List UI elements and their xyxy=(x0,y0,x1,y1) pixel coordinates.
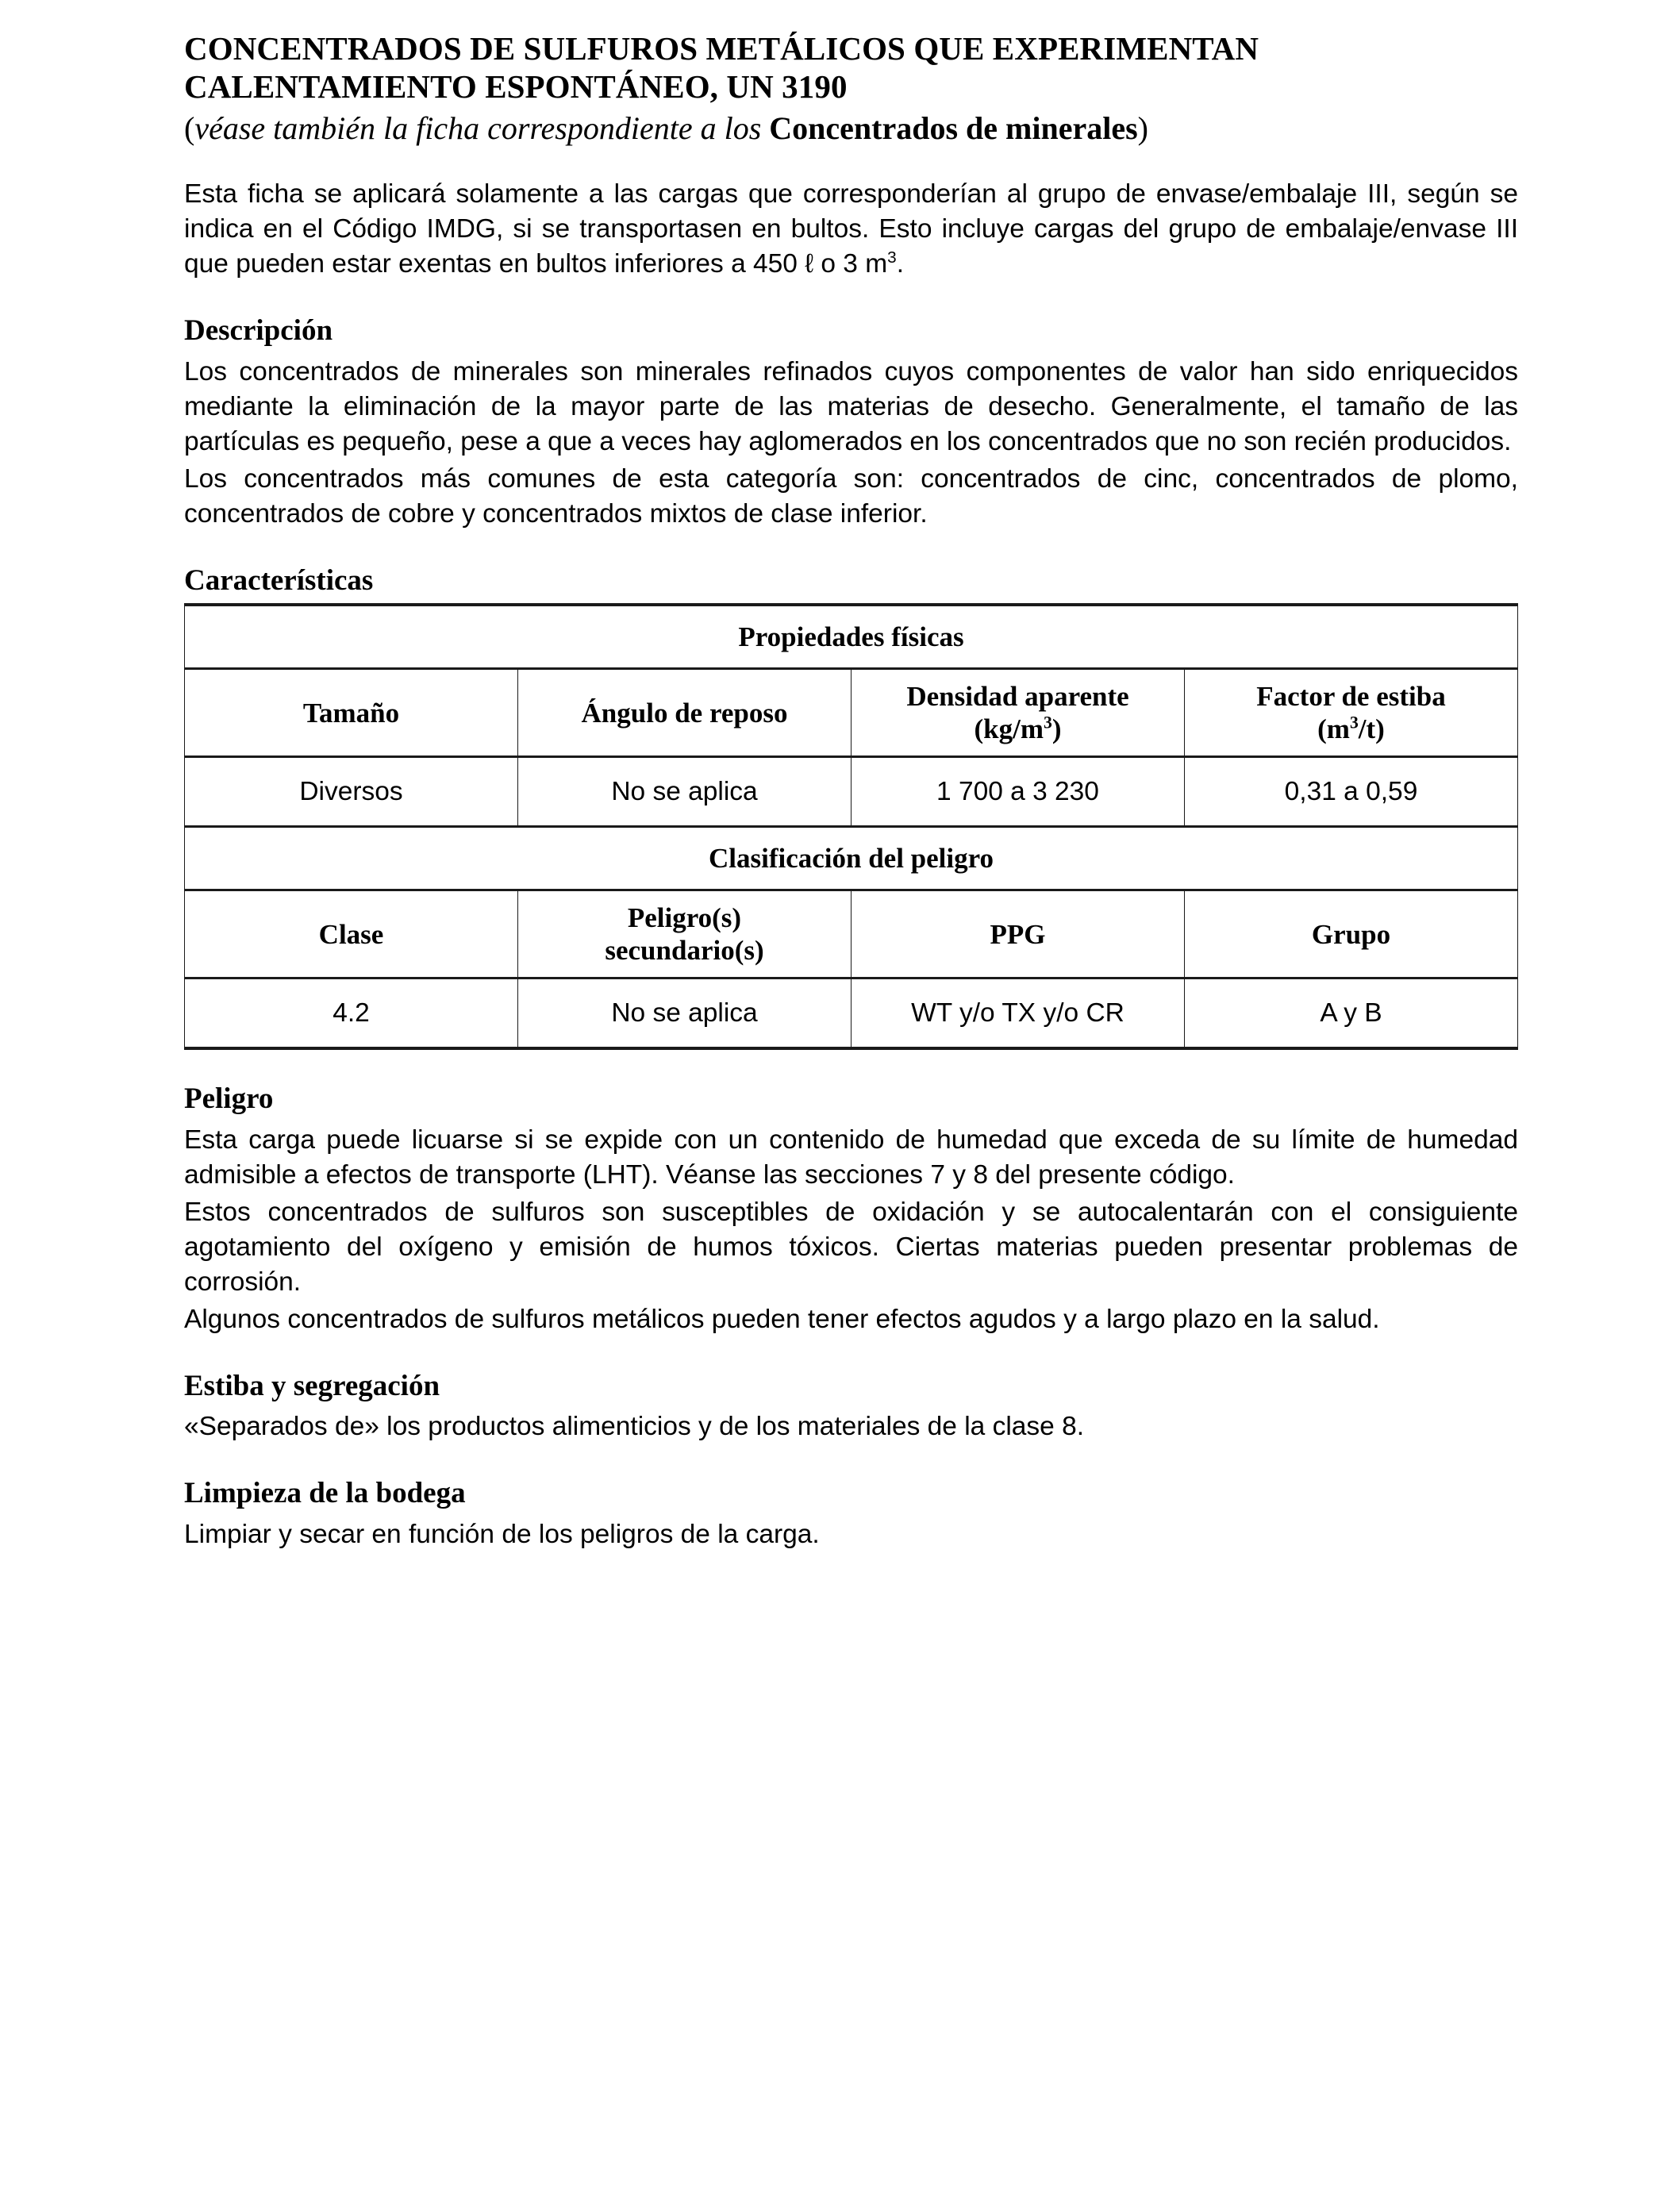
header-densidad-label: Densidad aparente xyxy=(906,680,1129,712)
section-heading-estiba: Estiba y segregación xyxy=(184,1369,440,1402)
value-ppg: WT y/o TX y/o CR xyxy=(852,978,1185,1049)
header-factor-unit-close: /t) xyxy=(1358,713,1385,745)
header-factor-label: Factor de estiba xyxy=(1256,680,1446,712)
intro-paragraph xyxy=(184,177,1518,282)
page-title-line-2: CALENTAMIENTO ESPONTÁNEO, UN 3190 xyxy=(184,67,848,105)
header-clase xyxy=(185,890,518,978)
header-factor-estiba xyxy=(1185,669,1518,757)
peligro-paragraph-2: Estos concentrados de sulfuros son susceptibles de oxidación y se autocalentarán con el consiguiente agotamiento del oxígeno y emisión de humos tóxicos. Ciertas materias pueden presentar problemas de corrosión. xyxy=(184,1197,1518,1297)
table-row-physical-values xyxy=(185,757,1518,827)
header-densidad-aparente xyxy=(852,669,1185,757)
header-densidad-unit-sup: 3 xyxy=(1044,713,1052,732)
value-tamano: Diversos xyxy=(185,757,518,827)
peligro-paragraph-3: Algunos concentrados de sulfuros metálicos pueden tener efectos agudos y a largo plazo en la salud. xyxy=(184,1304,1380,1334)
peligro-paragraph-1: Esta carga puede licuarse si se expide con un contenido de humedad que exceda de su límite de humedad admisible a efectos de transporte (LHT). Véanse las secciones 7 y 8 del presente código. xyxy=(184,1125,1518,1190)
table-row-hazard-band xyxy=(185,827,1518,890)
hazard-classification-band: Clasificación del peligro xyxy=(185,827,1518,890)
table-row-hazard-values xyxy=(185,978,1518,1049)
characteristics-table-wrapper xyxy=(184,603,1518,1050)
subtitle-close-paren: ) xyxy=(1137,110,1148,147)
header-densidad-unit-close: ) xyxy=(1051,713,1062,745)
section-heading-caracteristicas: Características xyxy=(184,563,374,597)
header-peligro-secundario xyxy=(518,890,852,978)
value-densidad-aparente: 1 700 a 3 230 xyxy=(852,757,1185,827)
limpieza-paragraph-1: Limpiar y secar en función de los peligros de la carga. xyxy=(184,1519,820,1549)
header-grupo xyxy=(1185,890,1518,978)
intro-paragraph-text: Esta ficha se aplicará solamente a las cargas que corresponderían al grupo de envase/embalaje III, según se indica en el Código IMDG, si se transportasen en bultos. Esto incluye cargas del grupo de embalaje/envase III que pueden estar exentas en bultos inferiores a 450 ℓ o 3 m xyxy=(184,179,1518,279)
header-grupo-label: Grupo xyxy=(1311,918,1391,950)
header-clase-label: Clase xyxy=(318,918,384,950)
table-row-physical-band xyxy=(185,605,1518,669)
value-angulo-reposo: No se aplica xyxy=(518,757,852,827)
header-factor-unit-open: (m xyxy=(1317,713,1350,745)
value-peligro-secundario: No se aplica xyxy=(518,978,852,1049)
value-grupo: A y B xyxy=(1185,978,1518,1049)
header-tamano xyxy=(185,669,518,757)
section-heading-peligro: Peligro xyxy=(184,1082,274,1116)
intro-superscript: 3 xyxy=(887,248,897,267)
physical-properties-band: Propiedades físicas xyxy=(185,605,1518,669)
subtitle-open-paren: ( xyxy=(184,110,195,147)
header-ppg-label: PPG xyxy=(990,918,1046,950)
estiba-paragraph-1: «Separados de» los productos alimenticios y de los materiales de la clase 8. xyxy=(184,1412,1085,1442)
header-factor-unit-sup: 3 xyxy=(1349,713,1359,732)
subtitle-bold-reference: Concentrados de minerales xyxy=(769,110,1138,147)
page-title xyxy=(184,22,1518,106)
section-heading-descripcion: Descripción xyxy=(184,314,333,348)
header-tamano-label: Tamaño xyxy=(302,697,400,729)
value-factor-estiba: 0,31 a 0,59 xyxy=(1185,757,1518,827)
header-angulo-label: Ángulo de reposo xyxy=(581,697,788,729)
value-clase: 4.2 xyxy=(185,978,518,1049)
header-angulo-reposo xyxy=(518,669,852,757)
subtitle-italic-text: véase también la ficha correspondiente a los xyxy=(194,110,770,147)
characteristics-table xyxy=(184,603,1518,1050)
header-ppg xyxy=(852,890,1185,978)
table-row-physical-headers xyxy=(185,669,1518,757)
intro-paragraph-tail: . xyxy=(896,249,905,279)
table-row-hazard-headers xyxy=(185,890,1518,978)
page-title-line-1: CONCENTRADOS DE SULFUROS METÁLICOS QUE EXPERIMENTAN xyxy=(184,30,1259,67)
descripcion-paragraph-2: Los concentrados más comunes de esta categoría son: concentrados de cinc, concentrados de plomo, concentrados de cobre y concentrados mixtos de clase inferior. xyxy=(184,463,1518,529)
page-subtitle xyxy=(184,110,1518,148)
header-peligro-line1: Peligro(s) xyxy=(627,902,742,933)
header-densidad-unit-open: (kg/m xyxy=(974,713,1044,745)
header-peligro-line2: secundario(s) xyxy=(605,935,764,967)
section-heading-limpieza: Limpieza de la bodega xyxy=(184,1477,466,1510)
descripcion-paragraph-1: Los concentrados de minerales son minerales refinados cuyos componentes de valor han sido enriquecidos mediante la eliminación de la mayor parte de las materias de desecho. Generalmente, el tamaño de las partículas es pequeño, pese a que a veces hay aglomerados en los concentrados que no son recién producidos. xyxy=(184,356,1518,456)
